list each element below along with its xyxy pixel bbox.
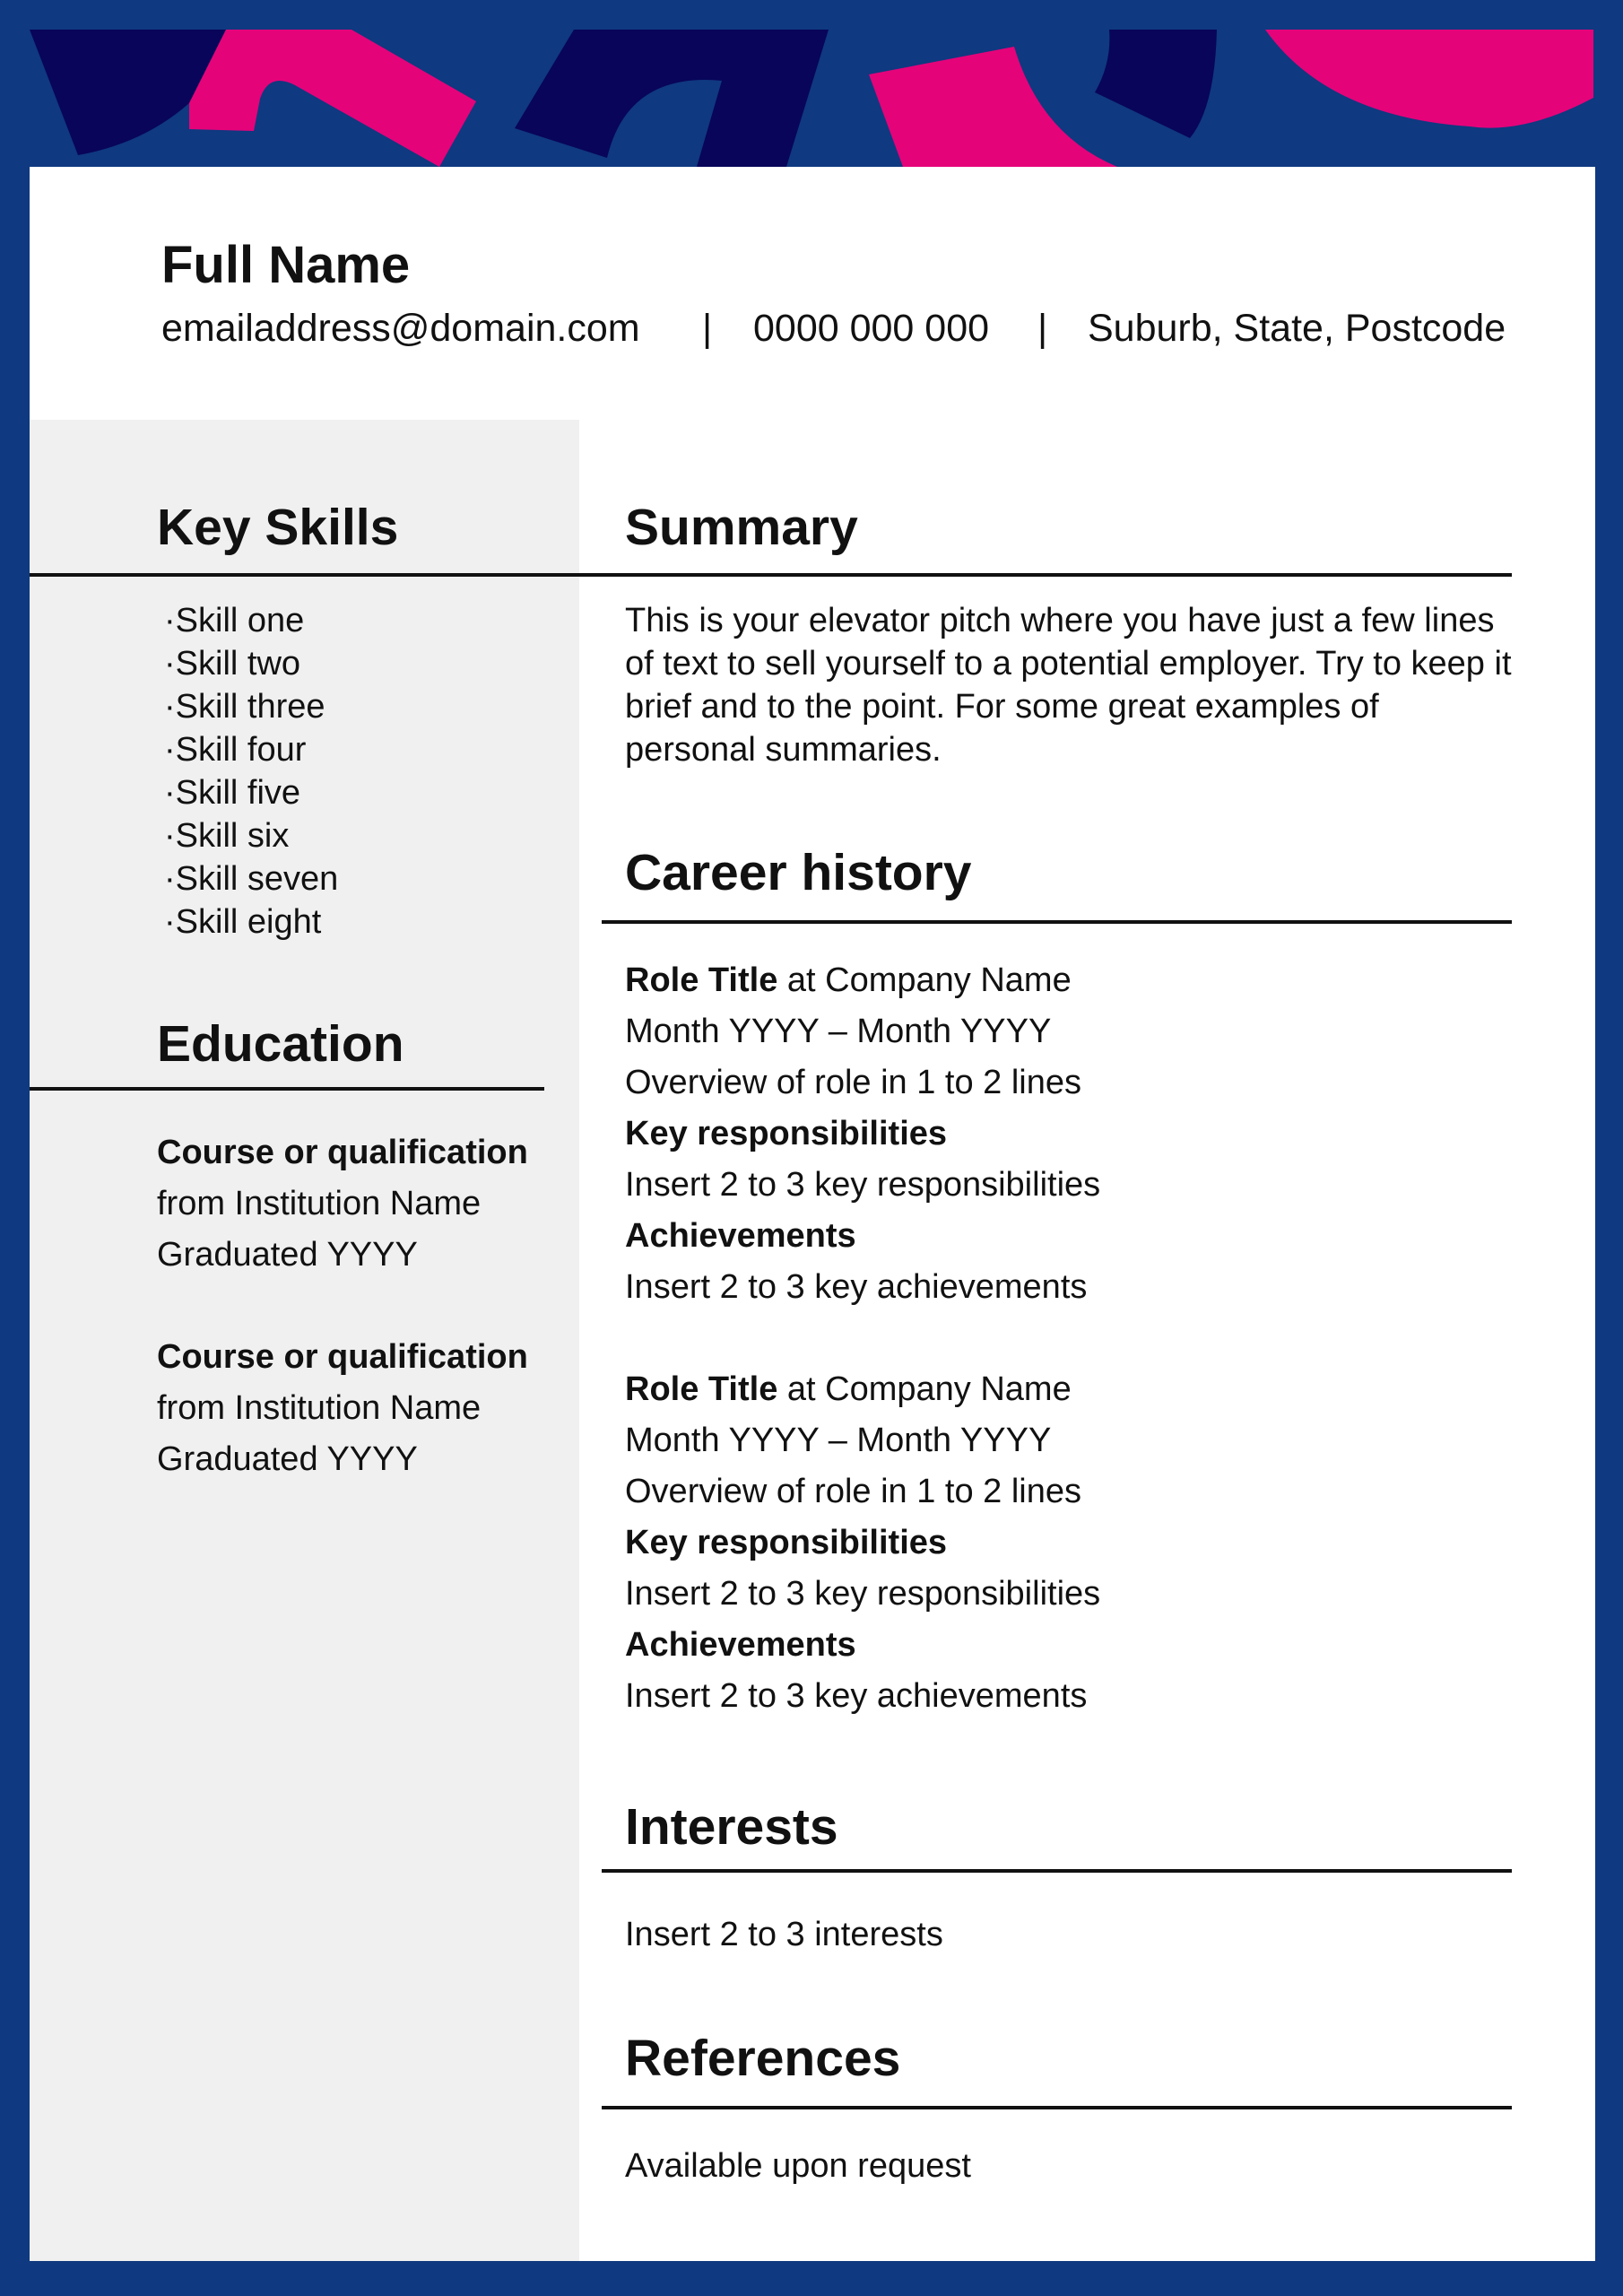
education-heading: Education	[157, 1015, 404, 1073]
dark-shape	[515, 30, 829, 167]
divider	[602, 2106, 1512, 2109]
decorative-shapes	[0, 0, 1623, 170]
education-entry: Course or qualification from Institution Name Graduated YYYY	[157, 1134, 528, 1274]
career-heading: Career history	[625, 844, 972, 901]
pink-shape	[189, 30, 476, 167]
career-entry: Role Title at Company Name Month YYYY – Month YYYY Overview of role in 1 to 2 lines Key responsibilities Insert 2 to 3 key responsibilities Achievements Insert 2 to 3 key achievements	[625, 1370, 1101, 1715]
divider	[602, 1869, 1512, 1873]
skill-item: ·Skill six	[164, 817, 290, 855]
skill-item: ·Skill one	[164, 602, 305, 639]
email: emailaddress@domain.com	[161, 307, 640, 350]
dark-shape	[1095, 30, 1217, 138]
skill-item: ·Skill five	[164, 774, 301, 812]
skills-list	[164, 599, 338, 944]
education-entry: Course or qualification from Institution Name Graduated YYYY	[157, 1338, 528, 1478]
pink-shape	[869, 47, 1117, 167]
skill-item: ·Skill two	[164, 645, 301, 683]
summary-heading: Summary	[625, 499, 858, 556]
key-skills-heading: Key Skills	[157, 499, 399, 556]
separator: |	[702, 307, 713, 350]
interests-text: Insert 2 to 3 interests	[625, 1916, 943, 1953]
divider	[30, 573, 1512, 577]
divider	[30, 1087, 544, 1091]
career-entry: Role Title at Company Name Month YYYY – Month YYYY Overview of role in 1 to 2 lines Key responsibilities Insert 2 to 3 key responsibilities Achievements Insert 2 to 3 key achievements	[625, 961, 1101, 1306]
skill-item: ·Skill four	[164, 731, 307, 769]
location: Suburb, State, Postcode	[1088, 307, 1506, 350]
pink-shape	[1265, 30, 1593, 128]
skill-item: ·Skill three	[164, 688, 325, 726]
skill-item: ·Skill seven	[164, 860, 339, 898]
phone: 0000 000 000	[753, 307, 990, 350]
skill-item: ·Skill eight	[164, 903, 322, 941]
full-name: Full Name	[161, 236, 411, 294]
separator: |	[1037, 307, 1048, 350]
references-heading: References	[625, 2030, 901, 2087]
summary-text: This is your elevator pitch where you have just a few lines of text to sell yourself to a potential employer. Try to keep it brief and to the point. For some great examples of personal summaries.	[625, 602, 1512, 769]
divider	[602, 920, 1512, 924]
references-text: Available upon request	[625, 2147, 971, 2185]
interests-heading: Interests	[625, 1798, 838, 1856]
